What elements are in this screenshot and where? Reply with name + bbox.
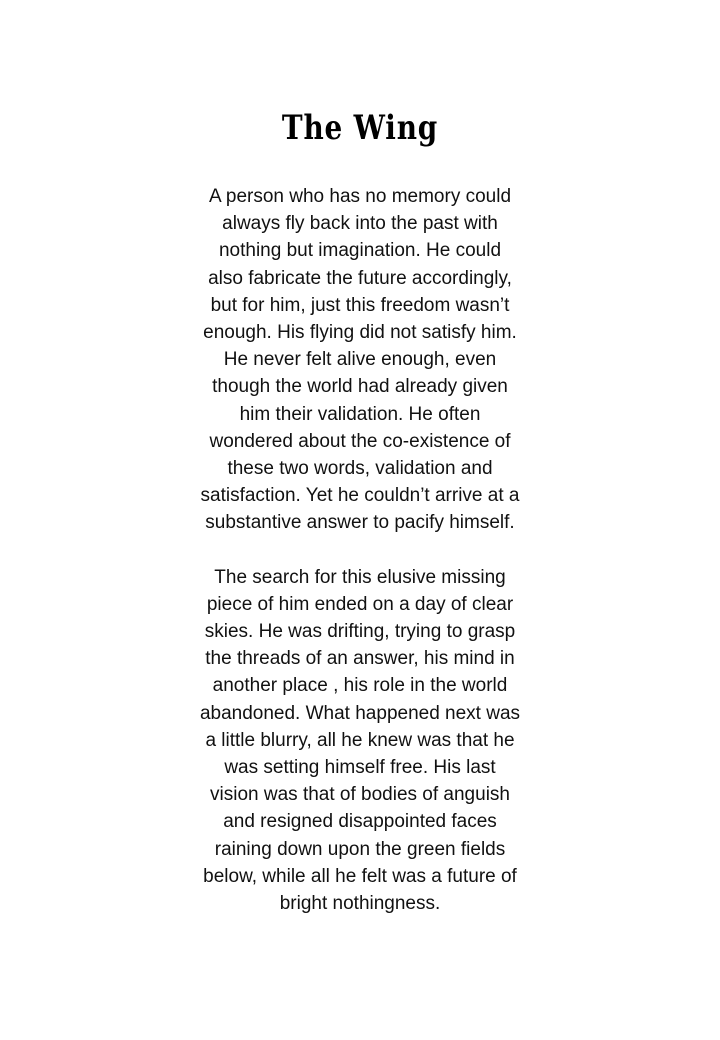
text-line: though the world had already given xyxy=(212,376,508,398)
text-line: vision was that of bodies of anguish xyxy=(210,784,510,806)
text-line: always fly back into the past with xyxy=(222,213,498,235)
text-line: piece of him ended on a day of clear xyxy=(206,593,514,615)
text-line: but for him, just this freedom wasn’t xyxy=(210,294,510,316)
text-line: skies. He was drifting, trying to grasp xyxy=(204,621,516,642)
text-line: another place , his role in the world xyxy=(212,675,508,697)
paragraph-spacer xyxy=(170,536,550,563)
text-line: a little blurry, all he knew was that he xyxy=(205,729,515,751)
story-title: The Wing xyxy=(281,108,439,148)
text-line: nothing but imagination. He could xyxy=(218,240,502,262)
text-line: abandoned. What happened next was xyxy=(199,702,521,724)
text-line: enough. His flying did not satisfy him. xyxy=(203,321,517,343)
text-line: bright nothingness. xyxy=(279,892,441,914)
paragraph-2 xyxy=(170,564,550,917)
text-line: He never felt alive enough, even xyxy=(223,349,497,371)
paragraph-1 xyxy=(170,183,550,536)
text-line: also fabricate the future accordingly, xyxy=(208,267,512,289)
story-body xyxy=(170,183,550,917)
text-line: raining down upon the green fields xyxy=(214,838,506,860)
text-line: him their validation. He often xyxy=(239,403,481,425)
text-line: wondered about the co-existence of xyxy=(209,430,511,452)
text-line: The search for this elusive missing xyxy=(214,566,506,588)
text-line: substantive answer to pacify himself. xyxy=(205,512,515,534)
text-line: A person who has no memory could xyxy=(208,186,512,207)
text-line: satisfaction. Yet he couldn’t arrive at a xyxy=(200,485,520,507)
text-line: was setting himself free. His last xyxy=(224,756,496,778)
text-line: these two words, validation and xyxy=(227,457,493,479)
text-line: and resigned disappointed faces xyxy=(223,811,497,833)
text-line: the threads of an answer, his mind in xyxy=(205,648,515,670)
text-line: below, while all he felt was a future of xyxy=(203,865,517,887)
